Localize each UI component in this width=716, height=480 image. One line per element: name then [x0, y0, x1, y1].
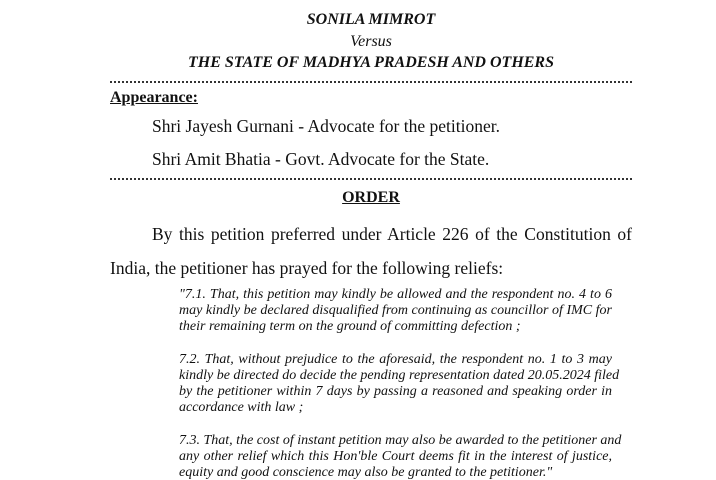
- intro-line: By this petition preferred under Article 226 of the Constitution of: [152, 224, 632, 244]
- relief-7-2-line: accordance with law ;: [179, 400, 304, 415]
- relief-7-1-line: "7.1. That, this petition may kindly be allowed and the respondent no. 4 to 6: [179, 287, 612, 302]
- dotted-divider: [110, 178, 632, 180]
- relief-7-2-line: 7.2. That, without prejudice to the aforesaid, the respondent no. 1 to 3 may: [179, 352, 612, 367]
- counsel-petitioner: Shri Jayesh Gurnani - Advocate for the petitioner.: [152, 116, 500, 136]
- relief-7-2-line: by the petitioner within 7 days by passing a reasoned and speaking order in: [179, 384, 612, 399]
- intro-line: India, the petitioner has prayed for the following reliefs:: [110, 258, 504, 278]
- relief-7-1-line: may kindly be declared disqualified from continuing as councillor of IMC for: [179, 303, 612, 318]
- relief-7-3-line: equity and good conscience may also be granted to the petitioner.": [179, 465, 553, 480]
- petitioner-name: SONILA MIMROT: [306, 11, 436, 28]
- counsel-state: Shri Amit Bhatia - Govt. Advocate for the State.: [152, 149, 490, 169]
- relief-7-2-line: kindly be directed do decide the pending representation dated 20.05.2024 filed: [179, 368, 620, 383]
- dotted-divider: [110, 81, 632, 83]
- appearance-heading: Appearance:: [110, 89, 198, 106]
- relief-7-1-line: their remaining term on the ground of committing defection ;: [179, 319, 521, 334]
- relief-7-3-line: any other relief which this Hon'ble Court deems fit in the interest of justice,: [179, 449, 612, 464]
- respondent-name: THE STATE OF MADHYA PRADESH AND OTHERS: [187, 54, 554, 71]
- order-heading: ORDER: [342, 189, 400, 206]
- relief-7-3-line: 7.3. That, the cost of instant petition may also be awarded to the petitioner and: [179, 433, 622, 448]
- versus-label: Versus: [350, 33, 392, 50]
